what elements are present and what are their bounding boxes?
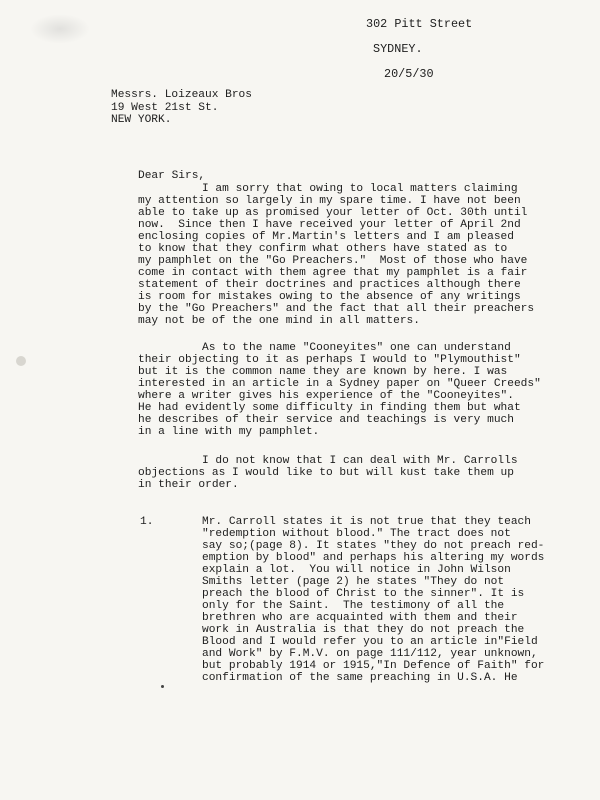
recipient-street: 19 West 21st St. [111,102,219,114]
ink-mark [161,685,164,688]
item-line: emption by blood" and perhaps his altering my words [202,552,545,564]
body-line: now. Since then I have received your letter of April 2nd [138,219,521,231]
body-line: my pamphlet on the "Go Preachers." Most of those who have [138,255,528,267]
sender-city: SYDNEY. [373,42,423,56]
body-line: come in contact with them agree that my pamphlet is a fair [138,267,528,279]
item-line: Mr. Carroll states it is not true that they teach [202,516,531,528]
body-line: I do not know that I can deal with Mr. Carrolls [202,455,518,467]
body-line: I am sorry that owing to local matters claiming [202,183,518,195]
recipient-city: NEW YORK. [111,114,172,126]
item-line: explain a lot. You will notice in John Wilson [202,564,511,576]
body-line: but it is the common name they are known by here. I was [138,366,508,378]
body-line: able to take up as promised your letter of Oct. 30th until [138,207,528,219]
paper-smudge [30,14,90,44]
body-line: is room for mistakes owing to the absence of any writings [138,291,521,303]
punch-hole [16,356,26,366]
body-line: he describes of their service and teachings is very much [138,414,514,426]
sender-street: 302 Pitt Street [366,17,473,31]
body-line: where a writer gives his experience of the "Cooneyites". [138,390,514,402]
body-line: in their order. [138,479,239,491]
body-line: He had evidently some difficulty in finding them but what [138,402,521,414]
body-line: in a line with my pamphlet. [138,426,320,438]
body-line: As to the name "Cooneyites" one can understand [202,342,511,354]
item-line: confirmation of the same preaching in U.S.A. He [202,672,518,684]
item-line: brethren who are acquainted with them and their [202,612,518,624]
body-line: interested in an article in a Sydney paper on "Queer Creeds" [138,378,541,390]
body-line: statement of their doctrines and practices although there [138,279,521,291]
item-line: and Work" by F.M.V. on page 111/112, year unknown, [202,648,538,660]
item-line: but probably 1914 or 1915,"In Defence of Faith" for [202,660,545,672]
body-line: objections as I would like to but will kust take them up [138,467,514,479]
item-line: say so;(page 8). It states "they do not preach red- [202,540,545,552]
item-line: Blood and I would refer you to an article in"Field [202,636,538,648]
item-number: 1. [140,516,154,528]
item-line: "redemption without blood." The tract does not [202,528,511,540]
body-line: may not be of the one mind in all matters. [138,315,420,327]
salutation: Dear Sirs, [138,170,206,182]
body-line: their objecting to it as perhaps I would to "Plymouthist" [138,354,521,366]
item-line: work in Australia is that they do not preach the [202,624,525,636]
item-line: Smiths letter (page 2) he states "They do not [202,576,505,588]
body-line: my attention so largely in my spare time. I have not been [138,195,521,207]
item-line: only for the Saint. The testimony of all the [202,600,505,612]
recipient-name: Messrs. Loizeaux Bros [111,89,252,101]
body-line: by the "Go Preachers" and the fact that all their preachers [138,303,535,315]
body-line: enclosing copies of Mr.Martin's letters and I am pleased [138,231,514,243]
body-line: to know that they confirm what others have stated as to [138,243,508,255]
item-line: preach the blood of Christ to the sinner". It is [202,588,525,600]
letter-date: 20/5/30 [384,67,434,81]
